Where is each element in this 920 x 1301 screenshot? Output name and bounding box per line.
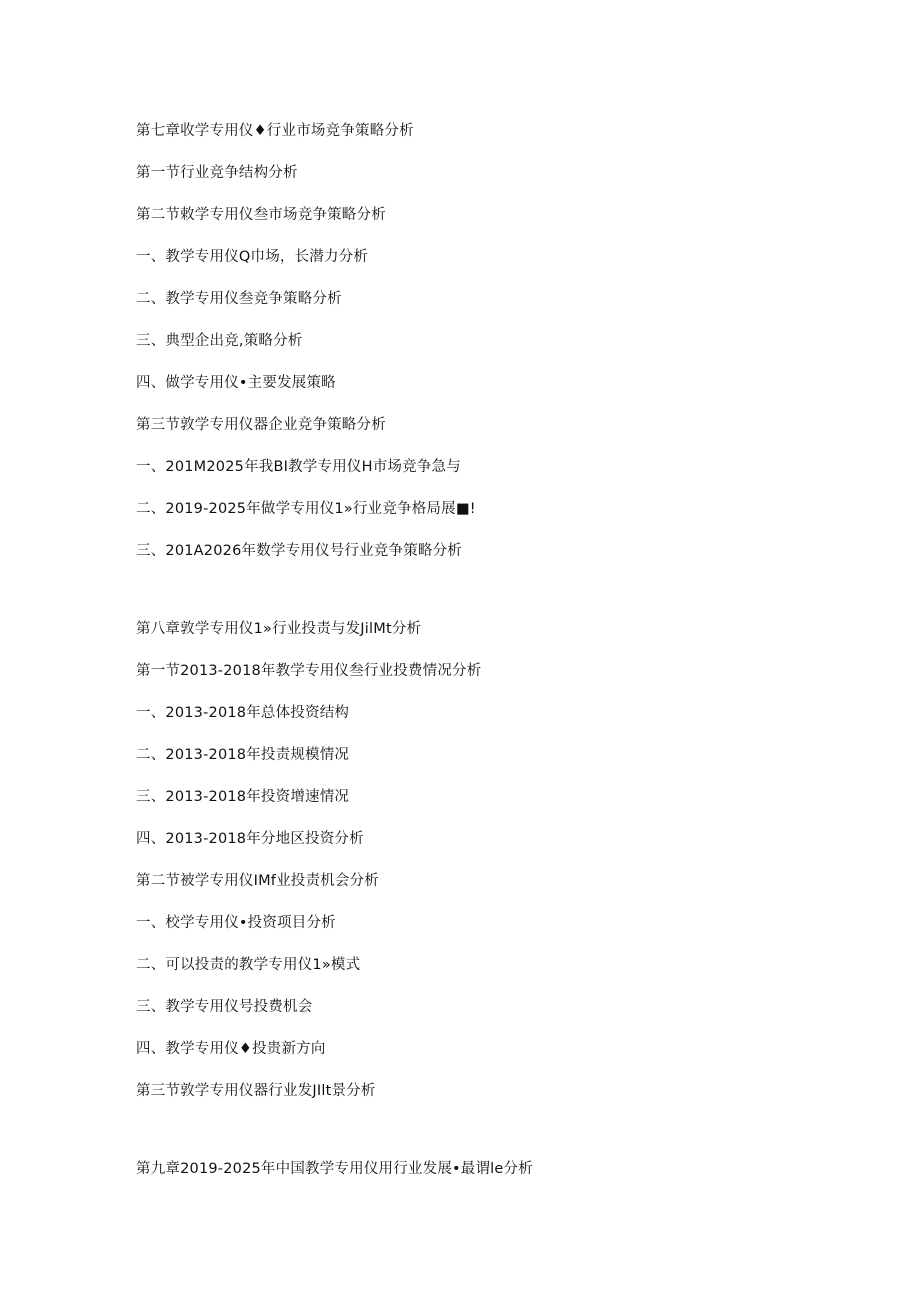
chapter-7-heading: 第七章收学专用仪♦行业市场竞争策略分析 xyxy=(136,123,414,139)
list-item: 一、201M2025年我BI教学专用仪H市场竞争急与 xyxy=(136,459,461,475)
list-item: 三、教学专用仪号投费机会 xyxy=(136,999,313,1015)
list-item: 三、201A2026年数学专用仪号行业竞争策略分析 xyxy=(136,543,462,559)
section-8-3-heading: 第三节敦学专用仪器行业发JIlt景分析 xyxy=(136,1083,376,1099)
list-item: 二、可以投责的教学专用仪1»模式 xyxy=(136,957,361,973)
list-item: 二、教学专用仪叁竞争策略分析 xyxy=(136,291,342,307)
list-item: 一、教学专用仪Q巾场，长潜力分析 xyxy=(136,249,369,265)
list-item: 四、做学专用仪•主要发展策略 xyxy=(136,375,336,391)
section-7-2-heading: 第二节敕学专用仪叁市场竞争策略分析 xyxy=(136,207,386,223)
section-7-3-heading: 第三节敦学专用仪器企业竞争策略分析 xyxy=(136,417,386,433)
list-item: 四、2013-2018年分地区投资分析 xyxy=(136,831,364,847)
list-item: 二、2019-2025年做学专用仪1»行业竞争格局展■! xyxy=(136,501,476,517)
list-item: 三、2013-2018年投资增速情况 xyxy=(136,789,350,805)
chapter-9-heading: 第九章2019-2025年中国教学专用仪用行业发展•最谓le分析 xyxy=(136,1161,533,1177)
list-item: 四、教学专用仪♦投贵新方向 xyxy=(136,1041,326,1057)
list-item: 三、典型企出竞,策略分析 xyxy=(136,333,303,349)
section-8-1-heading: 第一节2013-2018年教学专用仪叁行业投费情况分析 xyxy=(136,663,482,679)
chapter-8-heading: 第八章敦学专用仪1»行业投责与发JilMt分析 xyxy=(136,621,422,637)
list-item: 一、校学专用仪•投资项目分析 xyxy=(136,915,336,931)
list-item: 一、2013-2018年总体投资结构 xyxy=(136,705,350,721)
section-8-2-heading: 第二节被学专用仪IMf业投责机会分析 xyxy=(136,873,379,889)
section-7-1-heading: 第一节行业竞争结构分析 xyxy=(136,165,298,181)
list-item: 二、2013-2018年投责规模情况 xyxy=(136,747,350,763)
